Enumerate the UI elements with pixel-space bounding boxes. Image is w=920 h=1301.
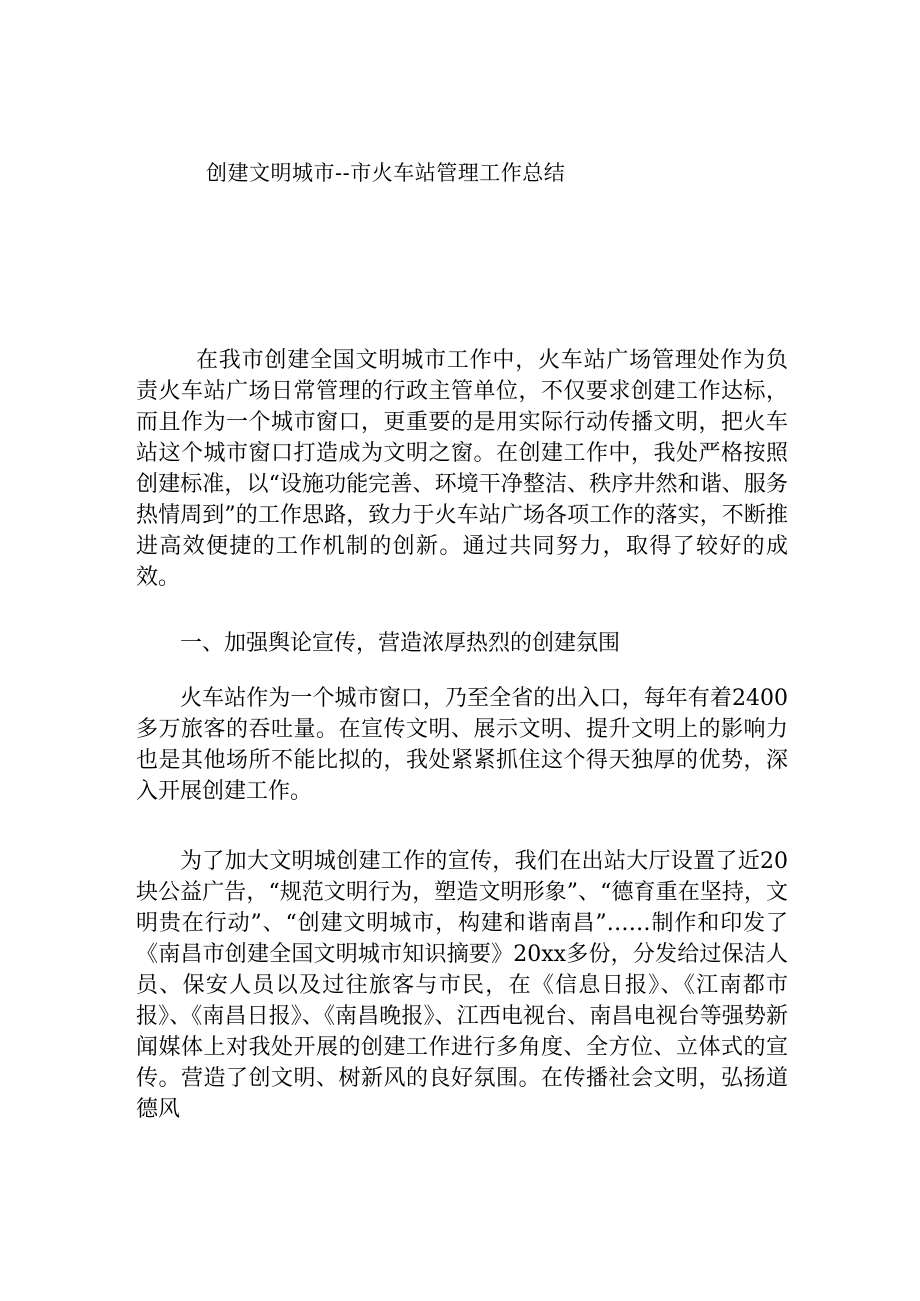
document-title: 创建文明城市--市火车站管理工作总结 — [206, 161, 566, 185]
intro-paragraph: 在我市创建全国文明城市工作中，火车站广场管理处作为负责火车站广场日常管理的行政主管单位，不仅要求创建工作达标，而且作为一个城市窗口，更重要的是用实际行动传播文明，把火车站这个城市窗口打造成为文明之窗。在创建工作中，我处严格按照创建标准，以“设施功能完善、环境干净整洁、秩序井然和谐、服务热情周到”的工作思路，致力于火车站广场各项工作的落实，不断推进高效便捷的工作机制的创新。通过共同努力，取得了较好的成效。 — [136, 348, 788, 590]
section-1-paragraph-1: 火车站作为一个城市窗口，乃至全省的出入口，每年有着2400多万旅客的吞吐量。在宣传文明、展示文明、提升文明上的影响力也是其他场所不能比拟的，我处紧紧抓住这个得天独厚的优势，深入开展创建工作。 — [136, 686, 788, 804]
section-heading-1: 一、加强舆论宣传，营造浓厚热烈的创建氛围 — [180, 631, 621, 656]
section-1-paragraph-2: 为了加大文明城创建工作的宣传，我们在出站大厅设置了近20块公益广告，“规范文明行为，塑造文明形象”、“德育重在坚持，文明贵在行动”、“创建文明城市，构建和谐南昌”……制作和印发了《南昌市创建全国文明城市知识摘要》20xx多份，分发给过保洁人员、保安人员以及过往旅客与市民，在《信息日报》、《江南都市报》、《南昌日报》、《南昌晚报》、江西电视台、南昌电视台等强势新闻媒体上对我处开展的创建工作进行多角度、全方位、立体式的宣传。营造了创文明、树新风的良好氛围。在传播社会文明，弘扬道德风 — [136, 849, 788, 1122]
